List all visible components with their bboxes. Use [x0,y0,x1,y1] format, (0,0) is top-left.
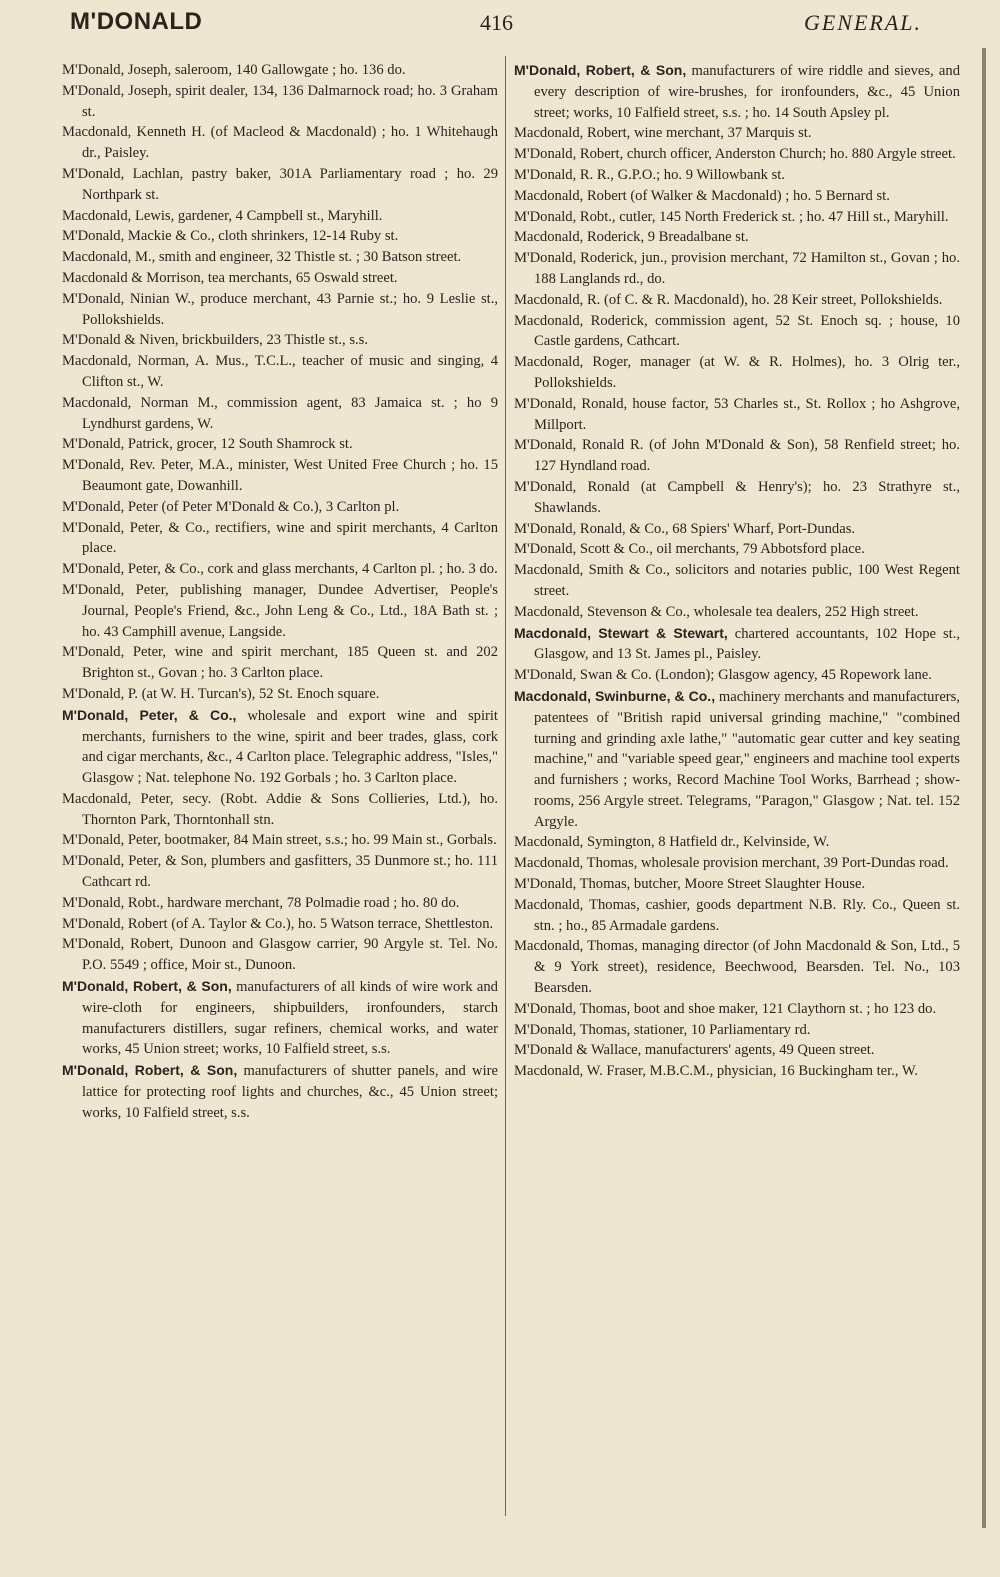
directory-entry [514,999,960,1020]
entry-text: Macdonald, Peter, secy. (Robt. Addie & Sons Collieries, Ltd.), ho. Thornton Park, Thorntonhall stn. [62,790,498,828]
directory-entry [514,1020,960,1041]
directory-entry [62,206,498,227]
entry-text: manufacturers of all kinds of wire work and wire-cloth for engineers, shipbuilders, ironfounders, starch manufacturers distillers, sugar refiners, chemical works, and water works, 45 Union street; works, 10 Falfield street, s.s. [82,979,498,1058]
directory-entry [62,851,498,893]
entry-name-bold: M'Donald, Robert, & Son, [62,978,232,995]
directory-entry [62,60,498,81]
directory-entry [514,248,960,290]
directory-entry [62,393,498,435]
directory-entry [62,434,498,455]
entry-name-bold: Macdonald, Swinburne, & Co., [514,687,716,704]
entry-text: M'Donald, Rev. Peter, M.A., minister, West United Free Church ; ho. 15 Beaumont gate, Dowanhill. [62,457,498,494]
directory-entry [514,686,960,833]
directory-entry [62,559,498,580]
right-column [514,60,960,1082]
directory-entry [514,311,960,353]
directory-entry [62,289,498,331]
directory-entry [62,330,498,351]
directory-entry [514,1040,960,1061]
directory-entry [62,789,498,831]
directory-entry [62,268,498,289]
directory-entry [514,477,960,519]
entry-text: M'Donald, Peter, wine and spirit merchant, 185 Queen st. and 202 Brighton st., Govan ; ho. 3 Carlton place. [62,644,498,682]
directory-entry [62,684,498,705]
left-column [62,60,498,1124]
entry-text: Macdonald, Kenneth H. (of Macleod & Macdonald) ; ho. 1 Whitehaugh dr., Paisley. [62,124,498,162]
page-edge-shadow [982,48,986,1528]
directory-entry [62,934,498,976]
directory-entry [62,455,498,497]
directory-entry [62,1060,498,1123]
directory-entry [514,144,960,165]
entry-text: M'Donald, Robert (of A. Taylor & Co.), ho. 5 Watson terrace, Shettleston. [62,915,494,932]
directory-entry [514,623,960,666]
entry-text: M'Donald, Peter (of Peter M'Donald & Co.), 3 Carlton pl. [62,498,400,515]
entry-text: Macdonald, Lewis, gardener, 4 Campbell st., Maryhill. [62,207,383,224]
entry-text: chartered accountants, 102 Hope st., Glasgow, and 13 St. James pl., Paisley. [534,625,960,663]
directory-entry [62,830,498,851]
directory-entry [62,893,498,914]
directory-entry [514,165,960,186]
directory-entry [62,580,498,642]
directory-entry [514,602,960,623]
entry-text: Macdonald, Roderick, commission agent, 52 St. Enoch sq. ; house, 10 Castle gardens, Cathcart. [514,312,960,350]
directory-entry [514,227,960,248]
directory-entry [514,936,960,998]
entry-text: Macdonald, W. Fraser, M.B.C.M., physician, 16 Buckingham ter., W. [514,1063,918,1080]
directory-entry [62,164,498,206]
entry-text: M'Donald, Mackie & Co., cloth shrinkers, 12-14 Ruby st. [62,228,399,245]
directory-entry [62,642,498,684]
directory-entry [514,874,960,895]
directory-entry [514,435,960,477]
entry-text: Macdonald, Roderick, 9 Breadalbane st. [514,229,749,246]
entry-text: M'Donald, Ninian W., produce merchant, 43 Parnie st.; ho. 9 Leslie st., Pollokshields. [62,290,498,328]
directory-entry [514,539,960,560]
entry-text: Macdonald, Thomas, managing director (of John Macdonald & Son, Ltd., 5 & 9 York street), residence, Beechwood, Bearsden. Tel. No., 103 Bearsden. [514,938,960,997]
entry-text: M'Donald, Ronald, house factor, 53 Charles st., St. Rollox ; ho Ashgrove, Millport. [514,395,960,433]
directory-entry [62,122,498,164]
entry-text: Macdonald, R. (of C. & R. Macdonald), ho. 28 Keir street, Pollokshields. [514,291,943,308]
entry-text: M'Donald, Ronald R. (of John M'Donald & Son), 58 Renfield street; ho. 127 Hyndland road. [514,437,960,475]
directory-entry [514,1061,960,1082]
entry-text: Macdonald, Norman, A. Mus., T.C.L., teacher of music and singing, 4 Clifton st., W. [62,353,498,390]
directory-entry [62,247,498,268]
entry-text: Macdonald, Roger, manager (at W. & R. Holmes), ho. 3 Olrig ter., Pollokshields. [514,354,960,391]
directory-entry [514,207,960,228]
directory-entry [514,895,960,937]
entry-text: M'Donald, Peter, bootmaker, 84 Main street, s.s.; ho. 99 Main st., Gorbals. [62,832,497,849]
entry-name-bold: M'Donald, Robert, & Son, [62,1062,238,1079]
directory-entry [62,226,498,247]
directory-entry [62,914,498,935]
entry-text: M'Donald, Patrick, grocer, 12 South Shamrock st. [62,436,353,453]
page-header [70,8,922,42]
page-number: 416 [480,10,513,35]
entry-text: Macdonald, Thomas, cashier, goods department N.B. Rly. Co., Queen st. stn. ; ho., 85 Armadale gardens. [514,896,960,934]
entry-text: M'Donald, Roderick, jun., provision merchant, 72 Hamilton st., Govan ; ho. 188 Langlands rd., do. [514,250,960,287]
entry-text: manufacturers of shutter panels, and wire lattice for protecting roof lights and churches, &c., 45 Union street; works, 10 Falfield street, s.s. [82,1063,498,1121]
directory-entry [62,705,498,789]
entry-text: Macdonald, Symington, 8 Hatfield dr., Kelvinside, W. [514,834,830,851]
entry-text: manufacturers of wire riddle and sieves, and every description of wire-brushes, for ironfounders, &c., 45 Union street; works, 10 Falfield street, s.s. ; ho. 14 South Apsley pl. [534,63,961,121]
directory-entry [62,976,498,1060]
directory-entry [62,81,498,123]
directory-entry [514,853,960,874]
entry-text: M'Donald, Ronald, & Co., 68 Spiers' Wharf, Port-Dundas. [514,520,856,537]
entry-text: M'Donald, Robt., cutler, 145 North Frederick st. ; ho. 47 Hill st., Maryhill. [514,208,949,225]
entry-text: M'Donald, Peter, publishing manager, Dundee Advertiser, People's Journal, People's Friend, &c., John Leng & Co., Ltd., 18A Bath st. ; ho. 43 Camphill avenue, Langside. [62,581,498,640]
entry-text: M'Donald, Scott & Co., oil merchants, 79 Abbotsford place. [514,541,865,558]
directory-entry [62,351,498,393]
directory-entry [514,186,960,207]
entry-text: M'Donald, Thomas, stationer, 10 Parliamentary rd. [514,1021,811,1038]
entry-text: M'Donald, Peter, & Son, plumbers and gasfitters, 35 Dunmore st.; ho. 111 Cathcart rd. [62,853,498,891]
entry-text: M'Donald, Joseph, spirit dealer, 134, 136 Dalmarnock road; ho. 3 Graham st. [62,82,498,120]
entry-name-bold: M'Donald, Robert, & Son, [514,62,687,78]
directory-entry [514,519,960,540]
entry-text: M'Donald, Ronald (at Campbell & Henry's); ho. 23 Strathyre st., Shawlands. [514,478,960,516]
directory-entry [514,60,960,123]
entry-text: Macdonald, Stevenson & Co., wholesale tea dealers, 252 High street. [514,603,919,620]
entry-text: wholesale and export wine and spirit merchants, furnishers to the wine, spirit and beer trades, glass, cork and cigar merchants, &c., 4 Carlton place. Telegraphic address, "Isles," Glasgow ; Nat. telephone No. 192 Gorbals ; ho. 3 Carlton place. [82,707,498,787]
column-divider [505,56,506,1516]
entry-text: M'Donald, Peter, & Co., rectifiers, wine and spirit merchants, 4 Carlton place. [62,519,498,557]
entry-name-bold: Macdonald, Stewart & Stewart, [514,624,728,641]
entry-text: Macdonald, Robert (of Walker & Macdonald) ; ho. 5 Bernard st. [514,187,890,204]
section-heading: GENERAL. [803,10,922,35]
entry-text: M'Donald, Robert, church officer, Anderston Church; ho. 880 Argyle street. [514,146,956,163]
entry-text: M'Donald, Lachlan, pastry baker, 301A Parliamentary road ; ho. 29 Northpark st. [62,165,498,203]
entry-text: Macdonald & Morrison, tea merchants, 65 Oswald street. [62,269,398,286]
entry-text: M'Donald, Peter, & Co., cork and glass merchants, 4 Carlton pl. ; ho. 3 do. [62,561,498,578]
directory-entry [62,497,498,518]
directory-entry [514,665,960,686]
entry-text: M'Donald, Robt., hardware merchant, 78 Polmadie road ; ho. 80 do. [62,894,460,911]
directory-entry [514,290,960,311]
entry-text: M'Donald & Niven, brickbuilders, 23 Thistle st., s.s. [62,332,368,349]
entry-text: M'Donald, R. R., G.P.O.; ho. 9 Willowbank st. [514,166,785,183]
entry-text: machinery merchants and manufacturers, patentees of "British rapid universal grinding machine," "combined turning and grinding axle lathe," "automatic gear cutter and key seating machine," and "variable speed gear," engineers and machine tool experts and furnishers ; works, Record Machine Tool Works, Barrhead ; show-rooms, 256 Argyle street. Telegrams, "Paragon," Glasgow ; Nat. tel. 152 Argyle. [534,688,960,830]
entry-text: M'Donald, Thomas, boot and shoe maker, 121 Claythorn st. ; ho 123 do. [514,1000,937,1017]
entry-text: Macdonald, Smith & Co., solicitors and notaries public, 100 West Regent street. [514,562,960,599]
entry-text: M'Donald, Thomas, butcher, Moore Street Slaughter House. [514,876,866,893]
entry-text: Macdonald, Robert, wine merchant, 37 Marquis st. [514,125,812,142]
directory-entry [514,352,960,394]
directory-entry [514,394,960,436]
entry-text: M'Donald, Robert, Dunoon and Glasgow carrier, 90 Argyle st. Tel. No. P.O. 5549 ; office, Moir st., Dunoon. [62,936,498,974]
directory-entry [514,123,960,144]
entry-text: Macdonald, Thomas, wholesale provision merchant, 39 Port-Dundas road. [514,855,949,872]
entry-text: M'Donald, P. (at W. H. Turcan's), 52 St. Enoch square. [62,685,380,702]
entry-text: M'Donald, Swan & Co. (London); Glasgow agency, 45 Ropework lane. [514,667,932,684]
directory-entry [514,832,960,853]
surname-heading: M'DONALD [70,8,203,35]
entry-text: M'Donald & Wallace, manufacturers' agents, 49 Queen street. [514,1042,875,1059]
entry-text: Macdonald, M., smith and engineer, 32 Thistle st. ; 30 Batson street. [62,249,462,266]
directory-entry [62,518,498,560]
entry-name-bold: M'Donald, Peter, & Co., [62,706,237,723]
entry-text: Macdonald, Norman M., commission agent, 83 Jamaica st. ; ho 9 Lyndhurst gardens, W. [62,394,498,432]
entry-text: M'Donald, Joseph, saleroom, 140 Gallowgate ; ho. 136 do. [62,62,406,78]
directory-entry [514,560,960,602]
